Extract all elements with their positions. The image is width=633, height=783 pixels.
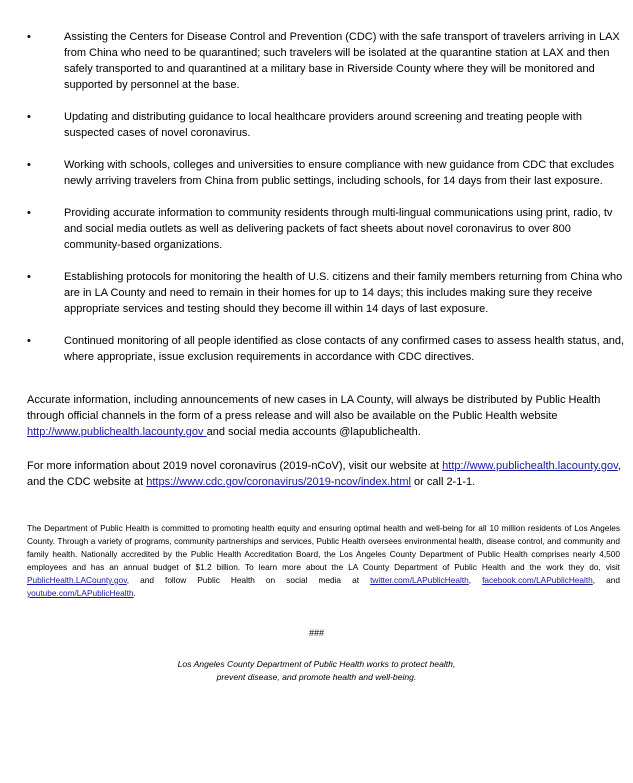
lacounty-site-link[interactable]: PublicHealth.LACounty.gov xyxy=(27,575,127,585)
bullet-text: Working with schools, colleges and universities to ensure compliance with new guidance from CDC that excludes newly arriving travelers from China from public settings, including schools, for 14 days from their last exposure. xyxy=(64,159,615,187)
publichealth-website-link[interactable]: http://www.publichealth.lacounty.gov xyxy=(27,426,207,438)
end-separator: ### xyxy=(308,628,325,638)
mission-statement xyxy=(0,658,633,684)
bullet-text: Assisting the Centers for Disease Control and Prevention (CDC) with the safe transport of travelers arriving in LAX from China who need to be quarantined; such travelers will be isolated at the quarantine station at LAX and then safely transported to and quarantined at a military base in Riverside County where they will be monitored and supported by personnel at the base. xyxy=(64,31,620,91)
about-sep2: , and xyxy=(592,575,620,585)
bullet-text: Continued monitoring of all people identified as close contacts of any confirmed cases to assess health status, and, where appropriate, issue exclusion requirements in accordance with CDC directives. xyxy=(64,335,625,363)
list-item xyxy=(0,157,633,189)
bullet-marker: • xyxy=(27,31,31,43)
more-info-end: or call 2-1-1. xyxy=(410,476,476,488)
more-info-mid: , and the CDC website at xyxy=(27,460,621,488)
accurate-info-paragraph xyxy=(27,392,627,440)
bullet-text: Establishing protocols for monitoring the health of U.S. citizens and their family members returning from China who are in LA County and need to remain in their homes for up to 14 days; this includes making sure they receive appropriate services and testing should they become ill within 14 days of last exposure. xyxy=(64,271,623,315)
bullet-marker: • xyxy=(27,159,31,171)
about-sep1: , xyxy=(468,575,483,585)
accurate-info-text-after: and social media accounts @lapublichealth. xyxy=(206,426,421,438)
actions-bullet-list xyxy=(0,29,633,381)
bullet-marker: • xyxy=(27,271,31,283)
bullet-marker: • xyxy=(27,335,31,347)
about-text: The Department of Public Health is committed to promoting health equity and ensuring optimal health and well-being for all 10 million residents of Los Angeles County. Through a variety of programs, community partnerships and services, Public Health oversees environmental health, disease control, and community and family health. Nationally accredited by the Public Health Accreditation Board, the Los Angeles County Department of Public Health comprises nearly 4,500 employees and has an annual budget of $1.2 billion. To learn more about the LA County Department of Public Health and the work they do, visit xyxy=(27,523,620,572)
bullet-text: Providing accurate information to community residents through multi-lingual communications using print, radio, tv and social media outlets as well as delivering packets of fact sheets about novel coronavirus to over 800 community-based organizations. xyxy=(64,207,613,251)
accurate-info-text: Accurate information, including announcements of new cases in LA County, will always be distributed by Public Health through official channels in the form of a press release and will also be available on the Public Health website xyxy=(27,394,601,422)
mission-line-2: prevent disease, and promote health and well-being. xyxy=(216,672,417,682)
list-item xyxy=(0,205,633,253)
bullet-marker: • xyxy=(27,207,31,219)
list-item xyxy=(0,109,633,141)
more-info-text: For more information about 2019 novel coronavirus (2019-nCoV), visit our website at xyxy=(27,460,443,472)
youtube-link[interactable]: youtube.com/LAPublicHealth xyxy=(27,588,134,598)
about-dph-paragraph xyxy=(27,522,620,600)
mission-line-1: Los Angeles County Department of Public Health works to protect health, xyxy=(177,659,456,669)
list-item xyxy=(0,29,633,93)
about-end: . xyxy=(133,588,136,598)
publichealth-url-link[interactable]: http://www.publichealth.lacounty.gov xyxy=(442,460,618,472)
cdc-coronavirus-link[interactable]: https://www.cdc.gov/coronavirus/2019-ncov/index.html xyxy=(146,476,411,488)
list-item xyxy=(0,333,633,365)
bullet-marker: • xyxy=(27,111,31,123)
bullet-text: Updating and distributing guidance to local healthcare providers around screening and treating people with suspected cases of novel coronavirus. xyxy=(64,111,582,139)
list-item xyxy=(0,269,633,317)
facebook-link[interactable]: facebook.com/LAPublicHealth xyxy=(482,575,593,585)
about-mid: , and follow Public Health on social media at xyxy=(126,575,371,585)
twitter-link[interactable]: twitter.com/LAPublicHealth xyxy=(370,575,469,585)
more-info-paragraph xyxy=(27,458,627,490)
